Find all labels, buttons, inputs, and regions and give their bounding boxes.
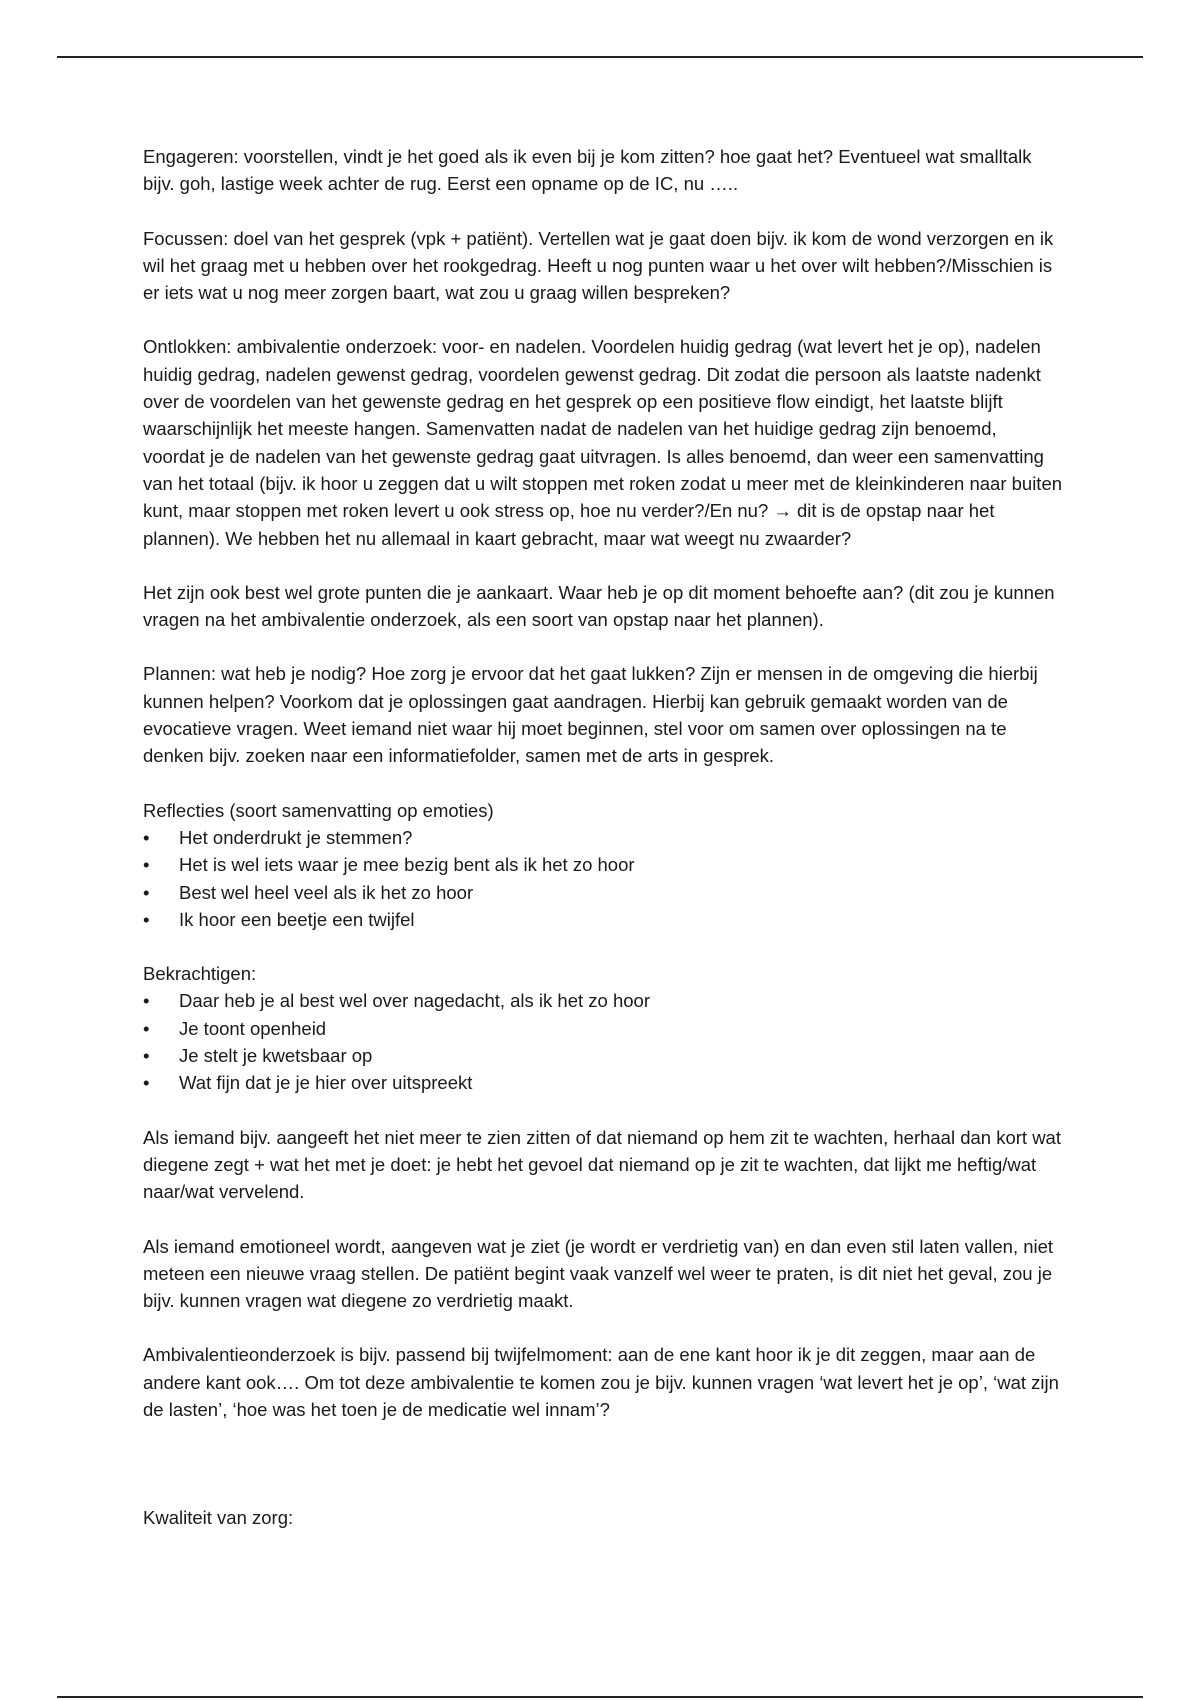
list-item-text: Je stelt je kwetsbaar op (179, 1045, 373, 1067)
paragraph-emotioneel: Als iemand emotioneel wordt, aangeven wat je ziet (je wordt er verdrietig van) en dan even stil laten vallen, niet meteen een nieuwe vraag stellen. De patiënt begint vaak vanzelf wel weer te praten, is dit niet het geval, zou je bijv. kunnen vragen wat diegene zo verdrietig maakt. (143, 1235, 1054, 1312)
bullet-icon: • (143, 908, 150, 930)
list-item (143, 851, 1063, 878)
bullet-icon: • (143, 881, 150, 903)
list-item (143, 824, 1063, 851)
footer-rule (57, 1696, 1143, 1698)
list-item (143, 1042, 1063, 1069)
paragraph-ambivalentieonderzoek: Ambivalentieonderzoek is bijv. passend bij twijfelmoment: aan de ene kant hoor ik je dit zeggen, maar aan de andere kant ook…. Om tot deze ambivalentie te komen zou je bijv. kunnen vragen ‘wat levert het je op’, ‘wat zijn de lasten’, ‘hoe was het toen je de medicatie wel innam’? (143, 1344, 1059, 1420)
paragraph-behoefte: Het zijn ook best wel grote punten die je aankaart. Waar heb je op dit moment behoefte aan? (dit zou je kunnen vragen na het ambivalentie onderzoek, als een soort van opstap naar het plannen). (143, 581, 1055, 631)
bullet-icon: • (143, 826, 150, 848)
list-item-text: Je toont openheid (179, 1017, 327, 1039)
bullet-icon: • (143, 1072, 150, 1094)
list-item-text: Het is wel iets waar je mee bezig bent als ik het zo hoor (179, 854, 635, 876)
list-item (143, 879, 1063, 906)
list-item-text: Het onderdrukt je stemmen? (179, 826, 413, 848)
list-item (143, 987, 1063, 1014)
blank-space (143, 1450, 1063, 1504)
list-item-text: Ik hoor een beetje een twijfel (179, 908, 415, 930)
bullet-icon: • (143, 854, 150, 876)
list-item-text: Daar heb je al best wel over nagedacht, als ik het zo hoor (179, 990, 651, 1012)
kwaliteit-heading: Kwaliteit van zorg: (143, 1507, 294, 1529)
bullet-icon: • (143, 990, 150, 1012)
document-body (143, 143, 1063, 1532)
bekrachtigen-heading: Bekrachtigen: (143, 963, 257, 985)
list-item (143, 1015, 1063, 1042)
paragraph-ontlokken: Ontlokken: ambivalentie onderzoek: voor- en nadelen. Voordelen huidig gedrag (wat levert het je op), nadelen huidig gedrag, nadelen gewenst gedrag, voordelen gewenst gedrag. Dit zodat die persoon als laatste nadenkt over de voordelen van het gewenste gedrag en het gesprek op een positieve flow eindigt, het laatste blijft waarschijnlijk het meeste hangen. Samenvatten nadat de nadelen van het huidige gedrag zijn benoemd, voordat je de nadelen van het gewenste gedrag gaat uitvragen. Is alles benoemd, dan weer een samenvatting van het totaal (bijv. ik hoor u zeggen dat u wilt stoppen met roken zodat u meer met de kleinkinderen naar buiten kunt, maar stoppen met roken levert u ook stress op, hoe nu verder?/En nu? → dit is de opstap naar het plannen). We hebben het nu allemaal in kaart gebracht, maar wat weegt nu zwaarder? (143, 336, 1063, 549)
bullet-icon: • (143, 1045, 150, 1067)
list-item-text: Wat fijn dat je je hier over uitspreekt (179, 1072, 473, 1094)
list-item (143, 906, 1063, 933)
bullet-icon: • (143, 1017, 150, 1039)
header-rule (57, 56, 1143, 58)
reflecties-heading: Reflecties (soort samenvatting op emoties) (143, 799, 494, 821)
paragraph-focussen: Focussen: doel van het gesprek (vpk + patiënt). Vertellen wat je gaat doen bijv. ik kom de wond verzorgen en ik wil het graag met u hebben over het rookgedrag. Heeft u nog punten waar u het over wilt hebben?/Misschien is er iets wat u nog meer zorgen baart, wat zou u graag willen bespreken? (143, 227, 1054, 304)
list-item-text: Best wel heel veel als ik het zo hoor (179, 881, 474, 903)
reflecties-list (143, 824, 1063, 933)
bekrachtigen-list (143, 987, 1063, 1096)
list-item (143, 1069, 1063, 1096)
paragraph-plannen: Plannen: wat heb je nodig? Hoe zorg je ervoor dat het gaat lukken? Zijn er mensen in de omgeving die hierbij kunnen helpen? Voorkom dat je oplossingen gaat aandragen. Hierbij kan gebruik gemaakt worden van de evocatieve vragen. Weet iemand niet waar hij moet beginnen, stel voor om samen over oplossingen na te denken bijv. zoeken naar een informatiefolder, samen met de arts in gesprek. (143, 663, 1038, 767)
paragraph-engageren: Engageren: voorstellen, vindt je het goed als ik even bij je kom zitten? hoe gaat het? Eventueel wat smalltalk bijv. goh, lastige week achter de rug. Eerst een opname op de IC, nu ….. (143, 146, 1032, 195)
paragraph-niemand: Als iemand bijv. aangeeft het niet meer te zien zitten of dat niemand op hem zit te wachten, herhaal dan kort wat diegene zegt + wat het met je doet: je hebt het gevoel dat niemand op je zit te wachten, dat lijkt me heftig/wat naar/wat vervelend. (143, 1126, 1061, 1203)
